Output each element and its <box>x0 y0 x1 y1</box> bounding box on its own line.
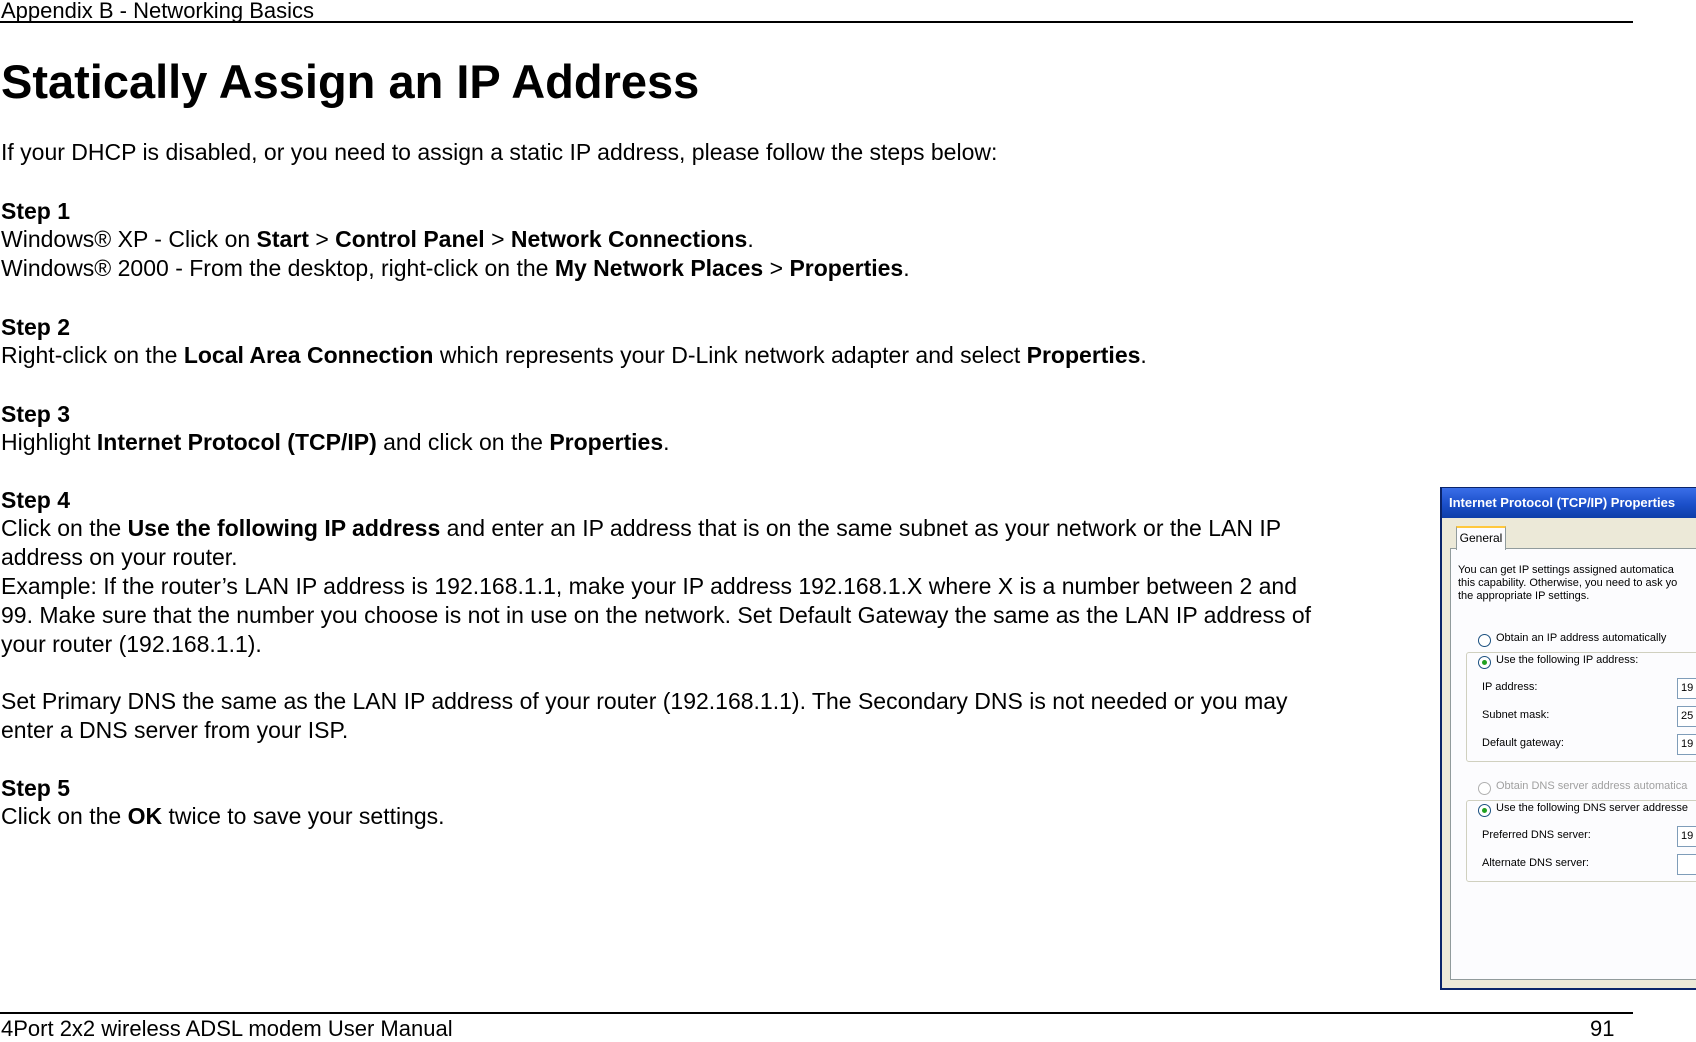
step1-w2k-line <box>1 254 910 283</box>
step2-line <box>1 341 1147 370</box>
dialog-title: Internet Protocol (TCP/IP) Properties <box>1449 495 1676 510</box>
step4-line1 <box>1 514 1281 543</box>
control-panel-term: Control Panel <box>335 226 485 252</box>
step4-line5: your router (192.168.1.1). <box>1 631 262 657</box>
step3-prefix: Highlight <box>1 429 97 455</box>
properties-term: Properties <box>789 255 904 281</box>
tcpip-term: Internet Protocol (TCP/IP) <box>96 429 377 455</box>
separator: > <box>484 226 511 252</box>
step4-line1-rest: and enter an IP address that is on the same subnet as your network or the LAN IP <box>440 515 1282 541</box>
step1-w2k-prefix: Windows® 2000 - From the desktop, right-click on the <box>1 255 555 281</box>
network-connections-term: Network Connections <box>510 226 748 252</box>
step2-prefix: Right-click on the <box>1 342 184 368</box>
use-following-ip-radio[interactable] <box>1478 656 1491 669</box>
ip-address-label: IP address: <box>1482 681 1538 693</box>
use-following-dns-radio[interactable] <box>1478 804 1491 817</box>
alternate-dns-field[interactable] <box>1677 854 1696 875</box>
step3-line <box>1 428 670 457</box>
header-rule <box>0 21 1633 23</box>
period: . <box>1140 342 1147 368</box>
page-number: 91 <box>1590 1016 1615 1041</box>
obtain-ip-auto-label: Obtain an IP address automatically <box>1496 632 1667 644</box>
running-header: Appendix B - Networking Basics <box>1 0 315 23</box>
properties-term: Properties <box>1026 342 1141 368</box>
step1-xp-prefix: Windows® XP - Click on <box>1 226 257 252</box>
general-tab-panel <box>1450 548 1696 980</box>
footer-manual-title: 4Port 2x2 wireless ADSL modem User Manual <box>1 1016 453 1041</box>
step4-line3: Example: If the router’s LAN IP address is 192.168.1.1, make your IP address 192.168.1.X where X is a number between 2 and <box>1 573 1298 599</box>
step2-middle: which represents your D-Link network adapter and select <box>433 342 1027 368</box>
properties-term: Properties <box>549 429 664 455</box>
step5-prefix: Click on the <box>1 803 128 829</box>
alternate-dns-label: Alternate DNS server: <box>1482 857 1589 869</box>
default-gateway-label: Default gateway: <box>1482 737 1564 749</box>
step1-xp-line <box>1 225 754 254</box>
step4-line6: Set Primary DNS the same as the LAN IP address of your router (192.168.1.1). The Secondary DNS is not needed or you may <box>1 688 1288 714</box>
use-following-dns-label: Use the following DNS server addresse <box>1496 802 1688 814</box>
local-area-connection-term: Local Area Connection <box>183 342 434 368</box>
step1-heading: Step 1 <box>1 198 71 224</box>
separator: > <box>763 255 790 281</box>
tcpip-properties-dialog <box>1440 487 1696 990</box>
my-network-places-term: My Network Places <box>554 255 764 281</box>
obtain-ip-auto-radio[interactable] <box>1478 634 1491 647</box>
tab-general[interactable]: General <box>1456 526 1506 550</box>
footer-rule <box>0 1012 1633 1014</box>
step4-line7: enter a DNS server from your ISP. <box>1 717 349 743</box>
intro-paragraph: If your DHCP is disabled, or you need to assign a static IP address, please follow the steps below: <box>1 139 998 165</box>
step5-rest: twice to save your settings. <box>162 803 445 829</box>
obtain-dns-auto-label: Obtain DNS server address automatica <box>1496 780 1688 792</box>
separator: > <box>308 226 336 252</box>
step3-heading: Step 3 <box>1 401 71 427</box>
step4-prefix: Click on the <box>1 515 128 541</box>
period: . <box>747 226 754 252</box>
step5-heading: Step 5 <box>1 775 71 801</box>
preferred-dns-label: Preferred DNS server: <box>1482 829 1591 841</box>
start-term: Start <box>256 226 309 252</box>
info-line: this capability. Otherwise, you need to ask yo <box>1458 577 1678 589</box>
info-line: the appropriate IP settings. <box>1458 590 1590 602</box>
obtain-dns-auto-radio[interactable] <box>1478 782 1491 795</box>
info-line: You can get IP settings assigned automatica <box>1458 564 1674 576</box>
dialog-titlebar <box>1442 488 1696 518</box>
ip-address-field[interactable]: 19 <box>1677 678 1696 699</box>
default-gateway-field[interactable]: 19 <box>1677 734 1696 755</box>
use-following-ip-term: Use the following IP address <box>127 515 441 541</box>
period: . <box>663 429 670 455</box>
step4-line2: address on your router. <box>1 544 238 570</box>
preferred-dns-field[interactable]: 19 <box>1677 826 1696 847</box>
subnet-mask-label: Subnet mask: <box>1482 709 1550 721</box>
step4-line4: 99. Make sure that the number you choose is not in use on the network. Set Default Gateway the same as the LAN IP address of <box>1 602 1312 628</box>
step4-heading: Step 4 <box>1 487 71 513</box>
use-following-ip-label: Use the following IP address: <box>1496 654 1639 666</box>
step2-heading: Step 2 <box>1 314 71 340</box>
ok-term: OK <box>127 803 163 829</box>
subnet-mask-field[interactable]: 25 <box>1677 706 1696 727</box>
page-title: Statically Assign an IP Address <box>1 55 700 108</box>
step3-middle: and click on the <box>376 429 550 455</box>
dialog-info-text <box>1458 564 1677 603</box>
step5-line <box>1 802 445 831</box>
period: . <box>903 255 910 281</box>
